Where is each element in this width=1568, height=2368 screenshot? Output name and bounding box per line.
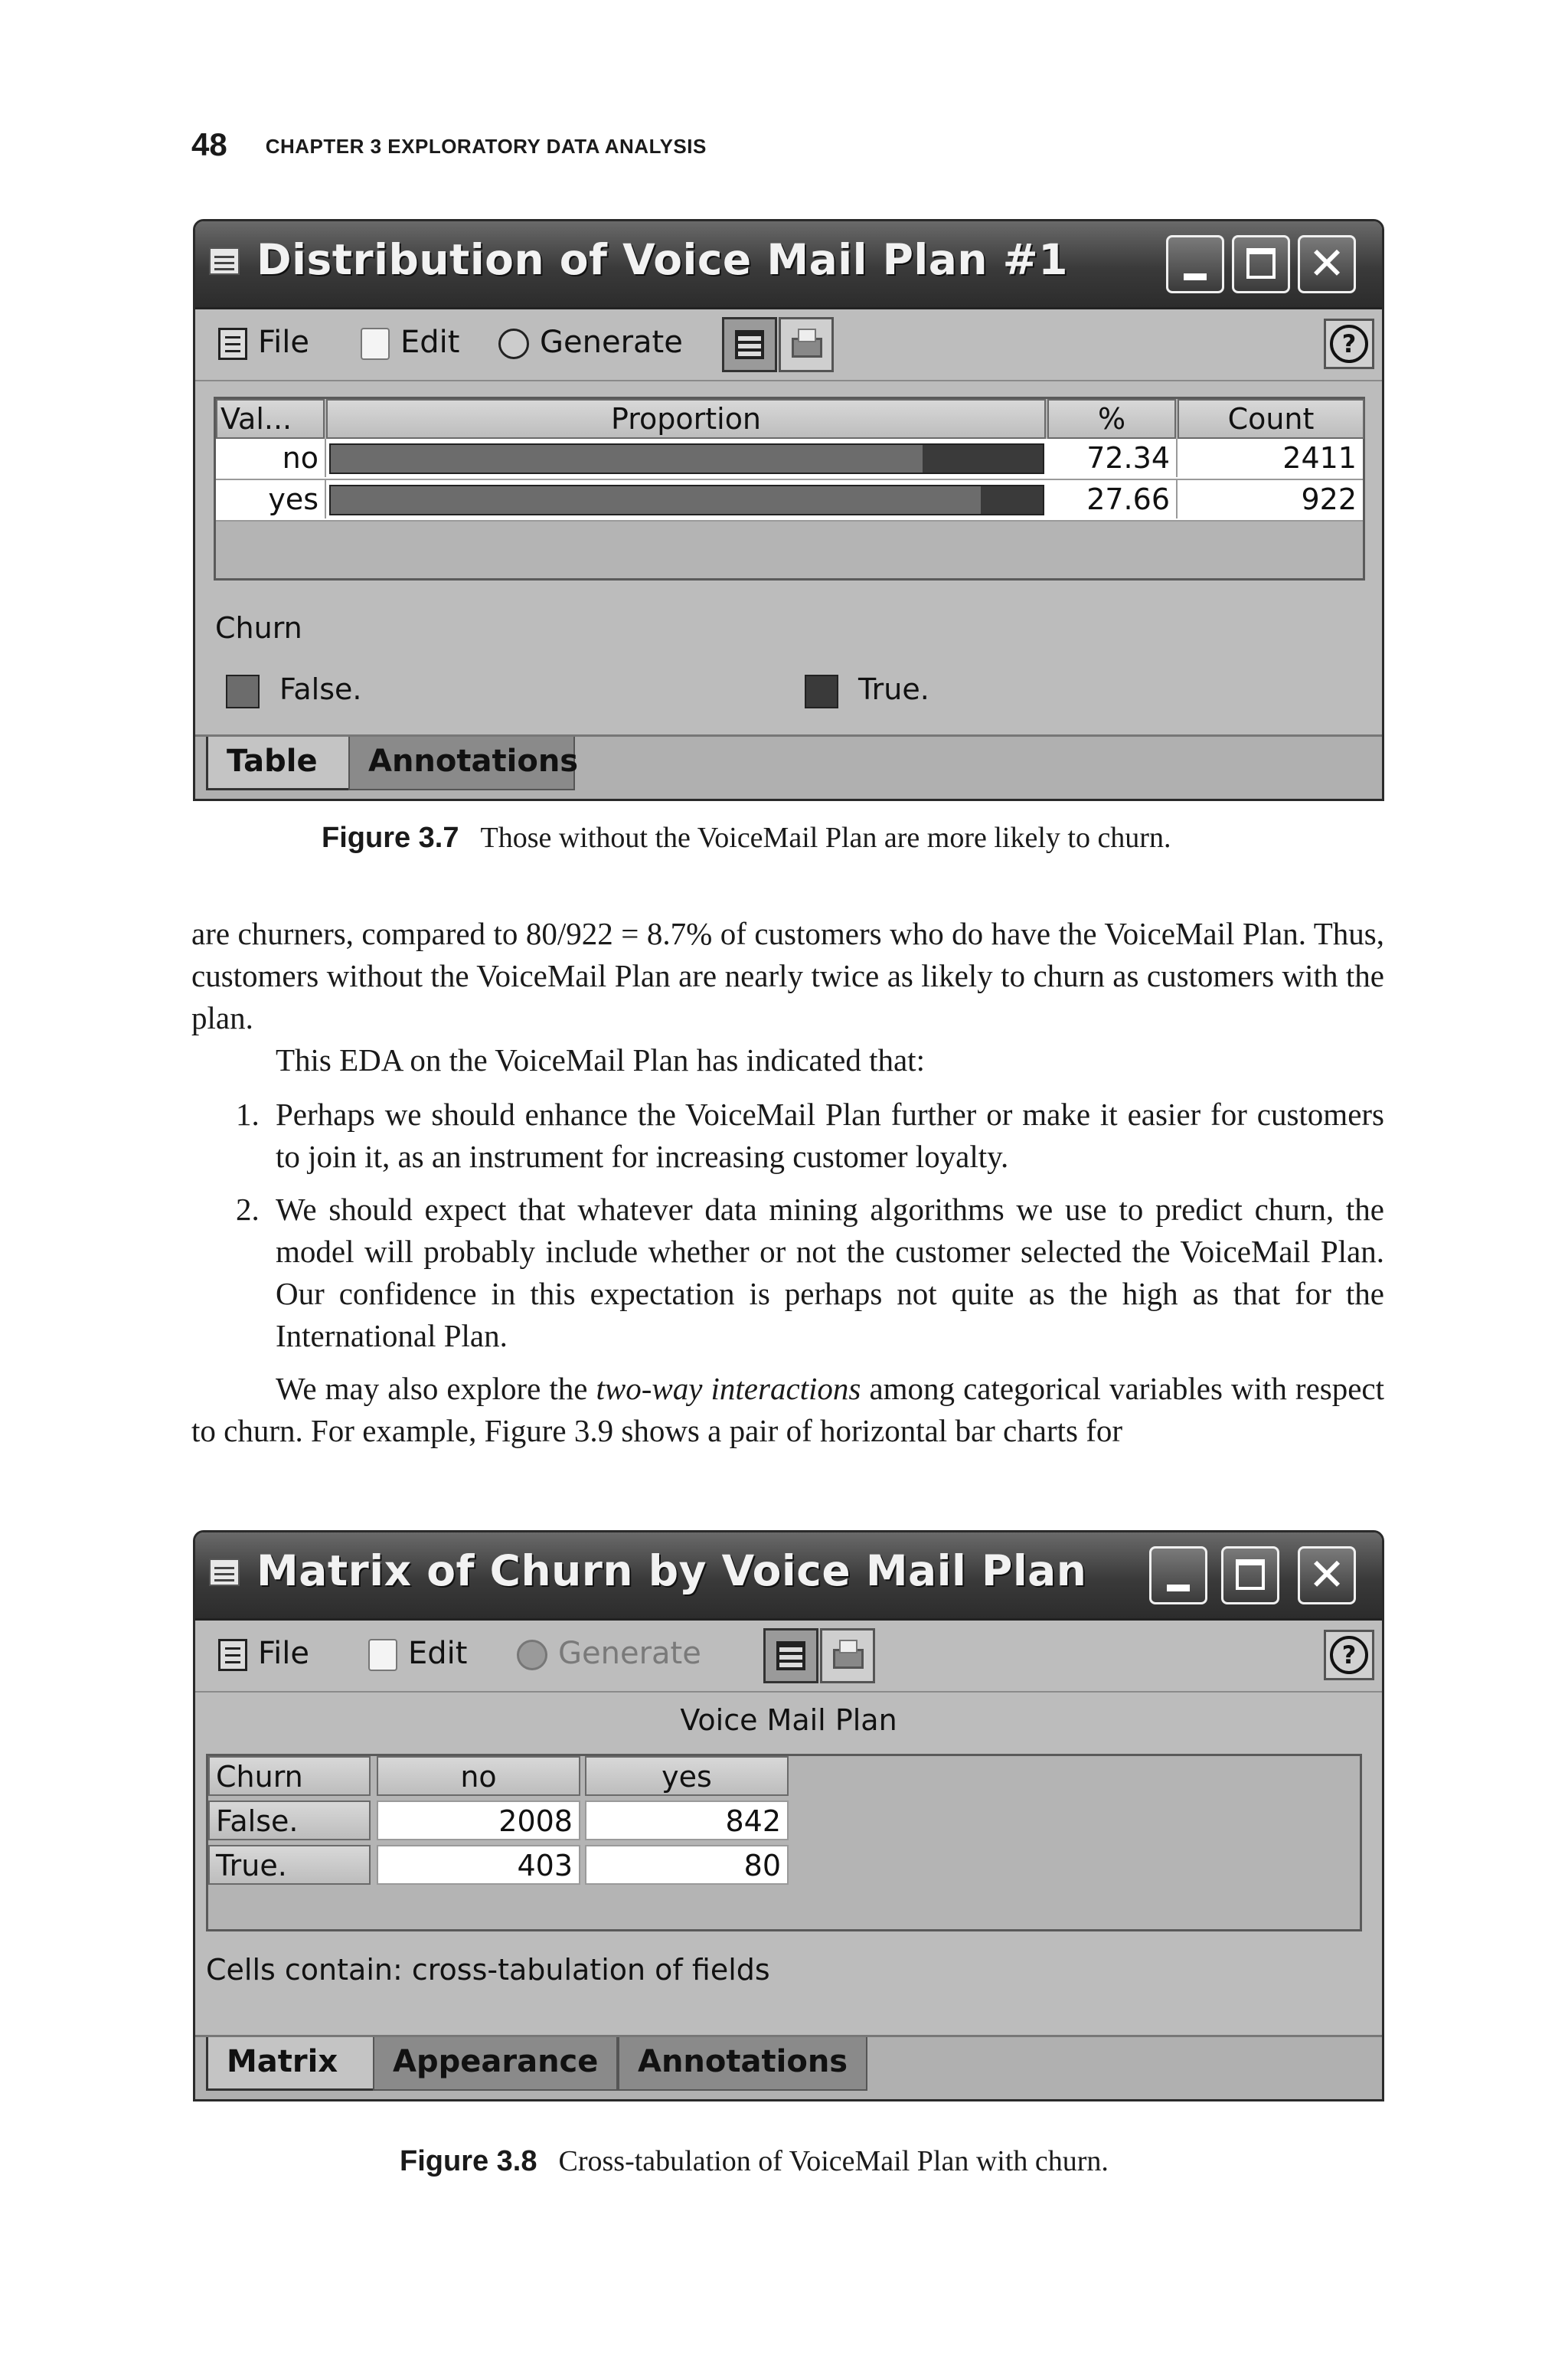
distribution-table — [214, 397, 1365, 581]
percent-cell: 72.34 — [1047, 439, 1178, 477]
minimize-button[interactable] — [1166, 235, 1224, 293]
count-cell: 2411 — [1282, 441, 1357, 475]
help-button[interactable] — [1324, 1630, 1374, 1680]
body-text — [191, 913, 1384, 1452]
tab-annotations[interactable]: Annotations — [618, 2037, 867, 2091]
menu-bar — [195, 1621, 1382, 1693]
col-header-yes[interactable]: yes — [585, 1756, 789, 1796]
paragraph: are churners, compared to 80/922 = 8.7% of customers who do have the VoiceMail Plan. Thus, customers without the VoiceMail Plan are nearly twice as likely to churn as customers with the plan. — [191, 916, 1384, 1035]
page-number: 48 — [191, 126, 227, 162]
window-title: Distribution of Voice Mail Plan #1 — [256, 235, 1069, 284]
percent-cell: 27.66 — [1047, 480, 1178, 518]
matrix-cell[interactable]: 2008 — [377, 1801, 580, 1840]
chapter-title: CHAPTER 3 EXPLORATORY DATA ANALYSIS — [265, 135, 707, 158]
tab-annotations[interactable]: Annotations — [348, 737, 575, 790]
matrix-cell[interactable]: 403 — [377, 1845, 580, 1885]
bar-false-segment — [331, 486, 981, 514]
minimize-button[interactable] — [1149, 1546, 1207, 1604]
matrix-window — [193, 1530, 1384, 2101]
figure-caption — [400, 2144, 1109, 2178]
value-cell: no — [216, 439, 326, 477]
maximize-button[interactable] — [1232, 235, 1290, 293]
menu-bar — [195, 309, 1382, 381]
col-header-no[interactable]: no — [377, 1756, 580, 1796]
help-icon: ? — [1330, 1636, 1368, 1674]
list-item: 2. We should expect that whatever data mining algorithms we use to predict churn, the model will probably include whether or not the customer selected the VoiceMail Plan. Our confidence in this expectation is perhaps not quite as the high as that for the International Plan. — [236, 1192, 1384, 1353]
cells-note: Cells contain: cross-tabulation of fields — [206, 1953, 770, 1987]
row-header-true: True. — [208, 1845, 371, 1885]
matrix-cell[interactable]: 80 — [585, 1845, 789, 1885]
row-header-false: False. — [208, 1801, 371, 1840]
table-view-toggle[interactable] — [763, 1628, 818, 1683]
caption-text: Those without the VoiceMail Plan are more likely to churn. — [480, 822, 1171, 854]
tab-table[interactable]: Table — [206, 737, 348, 790]
legend-item-true: True. — [805, 672, 929, 708]
window-icon — [209, 247, 240, 275]
table-row[interactable] — [216, 480, 1363, 522]
file-icon — [218, 328, 247, 360]
col-header-value[interactable]: Val... — [216, 399, 325, 439]
matrix-cell[interactable]: 842 — [585, 1801, 789, 1840]
tab-strip — [195, 2035, 1382, 2101]
matrix-panel — [195, 1693, 1382, 2101]
maximize-button[interactable] — [1221, 1546, 1279, 1604]
generate-icon — [517, 1640, 547, 1670]
true-swatch — [805, 675, 838, 708]
tab-matrix[interactable]: Matrix — [206, 2037, 373, 2091]
close-button[interactable]: ✕ — [1298, 235, 1356, 293]
close-button[interactable]: ✕ — [1298, 1546, 1356, 1604]
file-icon — [218, 1639, 247, 1671]
paragraph: We may also explore the two-way interactions among categorical variables with respect to churn. For example, Figure 3.9 shows a pair of horizontal bar charts for — [191, 1371, 1385, 1448]
numbered-list — [191, 1094, 1384, 1357]
list-item: 1. Perhaps we should enhance the VoiceMail Plan further or make it easier for customers to join it, as an instrument for increasing customer loyalty. — [236, 1097, 1384, 1174]
legend-item-false: False. — [226, 672, 361, 708]
corner-header: Churn — [208, 1756, 371, 1796]
tab-strip — [195, 734, 1382, 801]
figure-label: Figure 3.7 — [322, 822, 459, 854]
legend-title: Churn — [215, 611, 302, 645]
proportion-bar — [329, 485, 1044, 515]
figure-caption — [322, 821, 1171, 855]
false-swatch — [226, 675, 260, 708]
table-panel — [195, 381, 1382, 801]
window-titlebar — [195, 1532, 1382, 1621]
table-row[interactable] — [216, 439, 1363, 480]
table-view-toggle[interactable] — [722, 317, 777, 372]
tab-appearance[interactable]: Appearance — [373, 2037, 618, 2091]
help-icon: ? — [1330, 325, 1368, 363]
emphasis: two-way interactions — [596, 1371, 861, 1406]
window-title: Matrix of Churn by Voice Mail Plan — [256, 1546, 1087, 1595]
window-titlebar — [195, 221, 1382, 309]
paragraph: This EDA on the VoiceMail Plan has indicated that: — [276, 1042, 925, 1078]
clipboard-icon — [361, 328, 390, 360]
count-cell: 922 — [1301, 482, 1357, 516]
col-header-percent[interactable]: % — [1047, 399, 1176, 439]
col-header-proportion[interactable]: Proportion — [326, 399, 1046, 439]
crosstab-table — [206, 1754, 1362, 1931]
proportion-bar — [329, 443, 1044, 474]
menu-file[interactable]: File — [218, 1636, 309, 1671]
menu-edit[interactable]: Edit — [361, 325, 459, 360]
clipboard-icon — [368, 1639, 397, 1671]
menu-generate[interactable]: Generate — [517, 1636, 701, 1671]
print-icon[interactable] — [820, 1628, 875, 1683]
menu-edit[interactable]: Edit — [368, 1636, 467, 1671]
column-group-label: Voice Mail Plan — [680, 1703, 897, 1737]
caption-text: Cross-tabulation of VoiceMail Plan with churn. — [558, 2145, 1109, 2177]
col-header-count[interactable]: Count — [1178, 399, 1364, 439]
print-icon[interactable] — [779, 317, 834, 372]
generate-icon — [498, 329, 529, 359]
running-head — [191, 126, 707, 163]
menu-generate[interactable]: Generate — [498, 325, 683, 360]
figure-label: Figure 3.8 — [400, 2145, 537, 2177]
distribution-window — [193, 219, 1384, 801]
window-icon — [209, 1558, 240, 1586]
value-cell: yes — [216, 480, 326, 518]
menu-file[interactable]: File — [218, 325, 309, 360]
bar-false-segment — [331, 445, 923, 473]
help-button[interactable] — [1324, 319, 1374, 369]
